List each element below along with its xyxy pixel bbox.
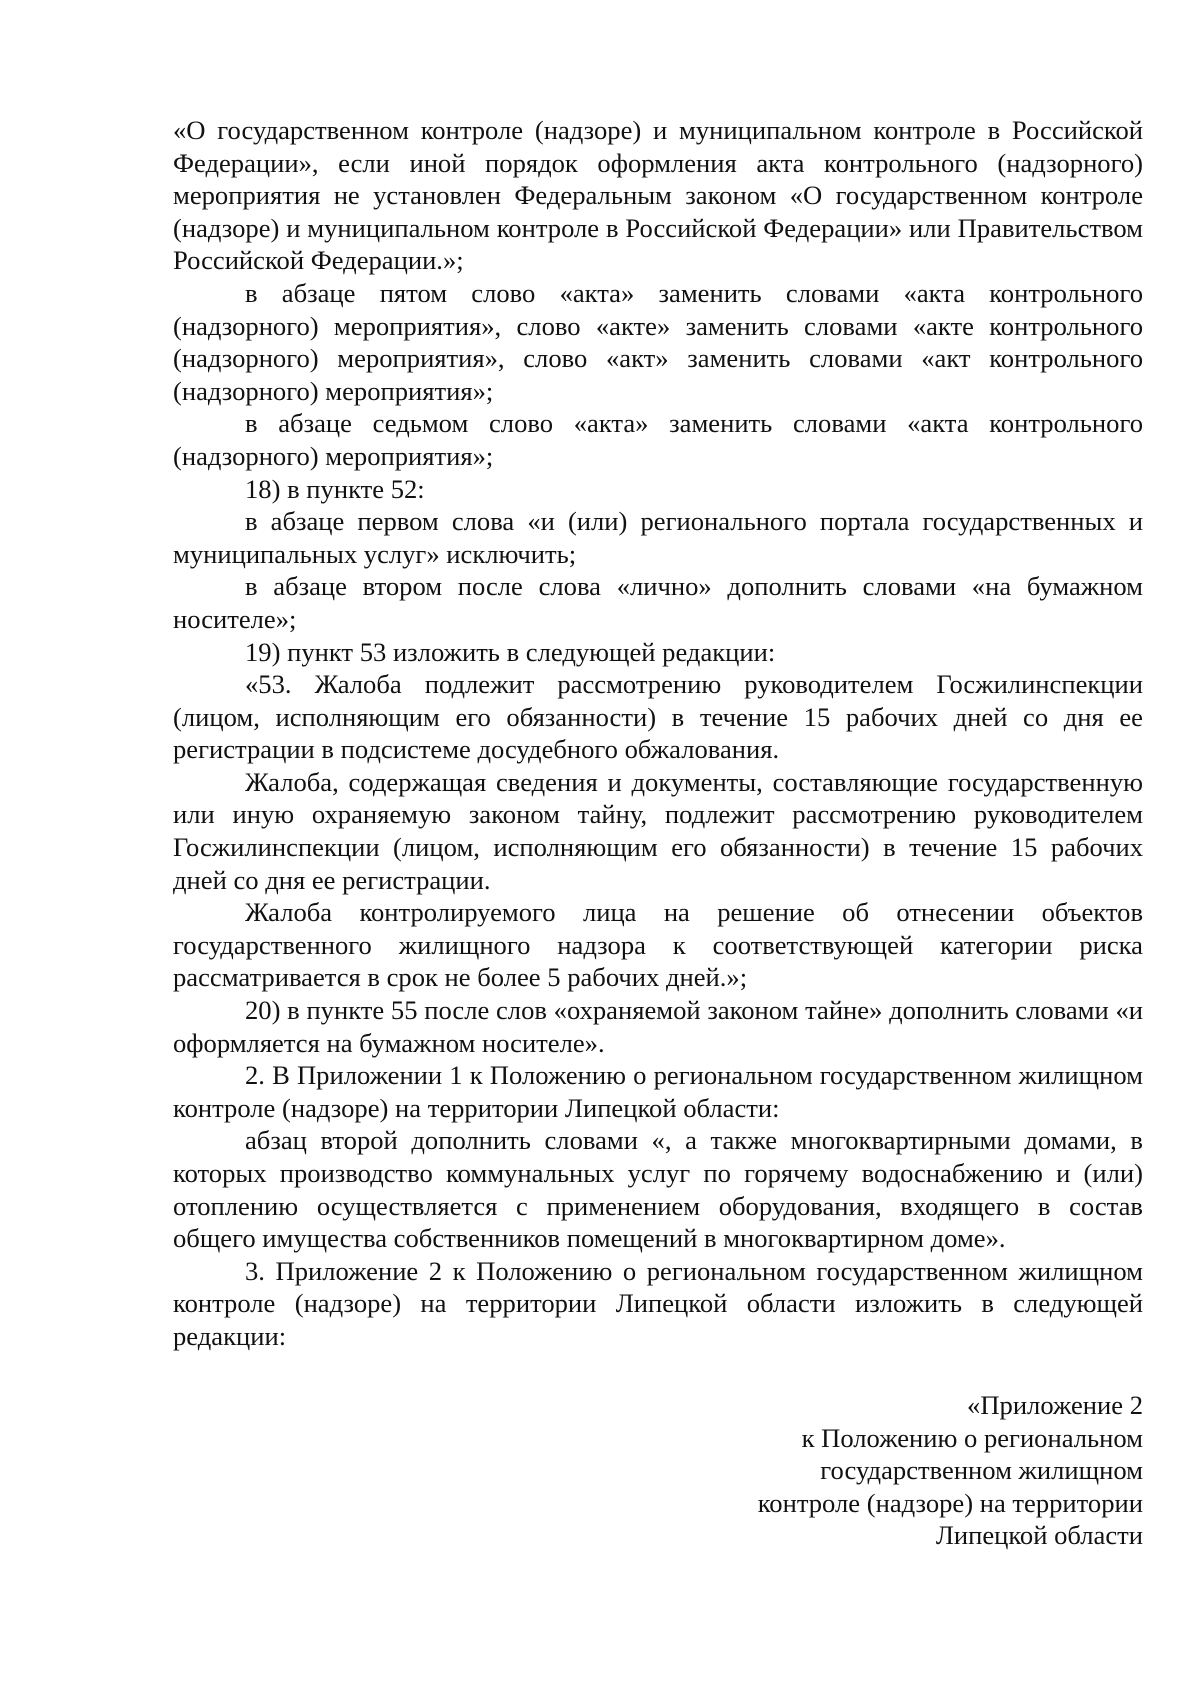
paragraph-item: 3. Приложение 2 к Положению о региональном государственном жилищном контроле (надзоре) на территории Липецкой области изложить в следующей редакции: (173, 1255, 1143, 1351)
paragraph-item: Жалоба, содержащая сведения и документы, составляющие государственную или иную охраняемую законом тайну, подлежит рассмотрению руководителем Госжилинспекции (лицом, исполняющим его обязанности) в течение 15 рабочих дней со дня ее регистрации. (173, 766, 1143, 895)
paragraph-item: в абзаце седьмом слово «акта» заменить словами «акта контрольного (надзорного) мероприятия»; (173, 408, 1143, 471)
paragraph-continuation: «О государственном контроле (надзоре) и муниципальном контроле в Российской Федерации», если иной порядок оформления акта контрольного (надзорного) мероприятия не установлен Федеральным законом «О государственном контроле (надзоре) и муниципальном контроле в Российской Федерации» или Правительством Российской Федерации.»; (173, 115, 1143, 276)
paragraph-item: «53. Жалоба подлежит рассмотрению руководителем Госжилинспекции (лицом, исполняющим его обязанности) в течение 15 рабочих дней со дня ее регистрации в подсистеме досудебного обжалования. (173, 669, 1143, 765)
paragraph-item: 20) в пункте 55 после слов «охраняемой законом тайне» дополнить словами «и оформляется на бумажном носителе». (173, 995, 1143, 1058)
appendix-header-line: Липецкой области (935, 1520, 1143, 1551)
appendix-header-line: «Приложение 2 (967, 1390, 1143, 1420)
appendix-header-line: к Положению о региональном (801, 1422, 1143, 1453)
appendix-header-line: контроле (надзоре) на территории (757, 1487, 1143, 1518)
paragraph-item: 18) в пункте 52: (245, 473, 425, 504)
paragraph-item: в абзаце пятом слово «акта» заменить словами «акта контрольного (надзорного) мероприятия», слово «акте» заменить словами «акте контрольного (надзорного) мероприятия», слово «акт» заменить словами «акт контрольного (надзорного) мероприятия»; (173, 277, 1143, 406)
paragraph-item: 2. В Приложении 1 к Положению о региональном государственном жилищном контроле (надзоре) на территории Липецкой области: (173, 1060, 1143, 1123)
paragraph-item: в абзаце втором после слова «лично» дополнить словами «на бумажном носителе»; (173, 571, 1143, 634)
paragraph-item: в абзаце первом слова «и (или) регионального портала государственных и муниципальных услуг» исключить; (173, 506, 1143, 569)
appendix-header (583, 1389, 1143, 1552)
document-body (173, 114, 1143, 1353)
appendix-header-line: государственном жилищном (820, 1455, 1143, 1486)
paragraph-item: абзац второй дополнить словами «, а также многоквартирными домами, в которых производство коммунальных услуг по горячему водоснабжению и (или) отоплению осуществляется с применением оборудования, входящего в состав общего имущества собственников помещений в многоквартирном доме». (173, 1125, 1143, 1254)
paragraph-item: Жалоба контролируемого лица на решение об отнесении объектов государственного жилищного надзора к соответствующей категории риска рассматривается в срок не более 5 рабочих дней.»; (173, 897, 1143, 993)
paragraph-item: 19) пункт 53 изложить в следующей редакции: (245, 636, 776, 667)
